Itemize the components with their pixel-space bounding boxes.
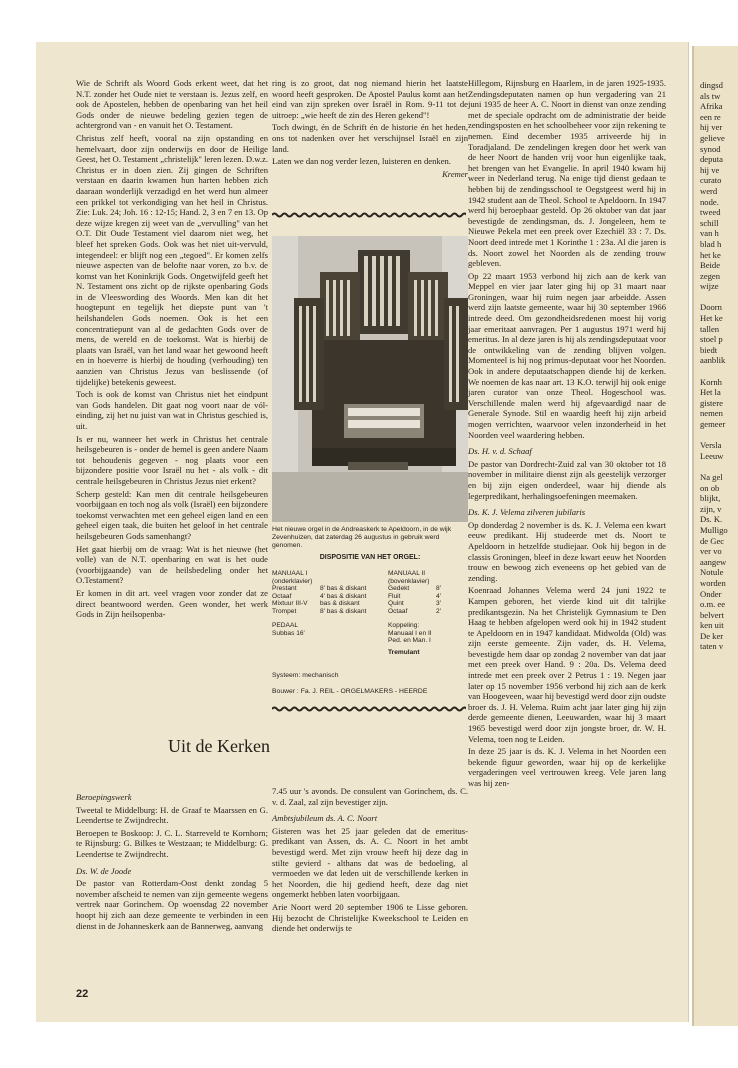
fragment-line: De ker bbox=[700, 630, 724, 641]
fragment-line bbox=[700, 366, 738, 377]
organ-builder: Bouwer : Fa. J. REIL - ORGELMAKERS - HEERDE bbox=[272, 688, 428, 695]
stop-row: Prestant 8' bas & diskant bbox=[272, 585, 367, 593]
paragraph: Tweetal te Middelburg: H. de Graaf te Maarssen en G. Leendertse te Zwijndrecht. bbox=[76, 804, 268, 826]
fragment-line: on ob bbox=[700, 482, 720, 493]
subheading: Beroepingswerk bbox=[76, 792, 132, 802]
fragment-line: belvert bbox=[700, 609, 724, 620]
fragment-line: Kornh bbox=[700, 376, 722, 387]
wavy-divider bbox=[272, 212, 466, 218]
stop-row: Trompet 8' bas & diskant bbox=[272, 607, 367, 615]
paragraph: Toch is ook de komst van Christus niet het eindpunt van Gods handelen. Dit gaat nog voort naar de vól-einding, zij het nu juist van wat in Christus geschied is, uit. bbox=[76, 389, 268, 431]
couplers bbox=[388, 622, 432, 656]
fragment-line: Notule bbox=[700, 567, 724, 578]
article-column-2 bbox=[272, 78, 468, 181]
manual-1-subtitle: (onderklavier) bbox=[272, 577, 313, 585]
paragraph: Laten we dan nog verder lezen, luisteren en denken. bbox=[272, 156, 451, 167]
fragment-line: worden bbox=[700, 577, 726, 588]
fragment-line: curato bbox=[700, 175, 722, 186]
fragment-line: Het ke bbox=[700, 313, 723, 324]
fragment-line: schill bbox=[700, 217, 719, 228]
fragment-line bbox=[700, 461, 738, 472]
fragment-line: gemeer bbox=[700, 419, 726, 429]
fragment-line: tallen bbox=[700, 323, 720, 334]
stop-row: Octaaf 4' bas & diskant bbox=[272, 592, 367, 600]
bottom-column-2 bbox=[272, 786, 468, 936]
fragment-line: Mulligo bbox=[700, 524, 728, 535]
fragment-line: zijn, v bbox=[700, 503, 722, 514]
fragment-line: Doorn bbox=[700, 302, 722, 313]
paragraph: Gisteren was het 25 jaar geleden dat de emeritus-predikant van Assen, ds. A. C. Noort in het ambt bevestigd werd. Met zijn vrouw heeft hij deze dag in stilte gevierd - althans dat was de bedoeling, al vermoeden we dat leden uit de verschillende kerken in het Noorden, die hij gediend heeft, deze dag niet ongemerkt hebben laten voorbijgaan. bbox=[272, 825, 468, 900]
paragraph: Het gaat hierbij om de vraag: Wat is het nieuwe (het volle) van de N.T. openbaring en wat is het oude (voorbijgaande) van de heilsbedeling onder het O.Testament? bbox=[76, 543, 268, 586]
fragment-line: blijkt, bbox=[700, 493, 721, 504]
pedal bbox=[272, 622, 305, 637]
fragment-line: werd bbox=[700, 185, 718, 196]
paragraph: 7.45 uur 's avonds. De consulent van Gorinchem, ds. C. v. d. Zaal, zal zijn bevestiger zijn. bbox=[272, 786, 468, 807]
system-type: Systeem: mechanisch bbox=[272, 672, 339, 679]
fragment-line bbox=[700, 430, 738, 441]
section-title: Uit de Kerken bbox=[168, 736, 270, 756]
fragment-line: dingsd bbox=[700, 80, 723, 90]
fragment-line: Leeuw bbox=[700, 450, 724, 461]
subheading: Ds. K. J. Velema zilveren jubilaris bbox=[468, 507, 586, 518]
fragment-line: Onder bbox=[700, 588, 722, 599]
fragment-line: deputa bbox=[700, 154, 723, 165]
fragment-line: Het la bbox=[700, 387, 721, 398]
subheading: Ambtsjubileum ds. A. C. Noort bbox=[272, 813, 378, 824]
paragraph: Wie de Schrift als Woord Gods erkent weet, dat het N.T. zonder het Oude niet te verstaan is. Jezus zelf, en ook de Apostelen, hebben de openbaring van het heil Gods onder de nieuwe bedeling gezien tegen de achtergrond van - en vanuit het O. Testament. bbox=[76, 78, 268, 131]
paragraph: Beroepen te Boskoop: J. C. L. Starreveld te Kornhorn; te Rijnsburg: G. Bilkes te Westzaan; te Middelburg: G. Leendertse te Zwijndrecht. bbox=[76, 827, 268, 859]
manual-2-title: MANUAAL II bbox=[388, 570, 426, 577]
paragraph: Arie Noort werd 20 september 1906 te Lisse geboren. Hij bezocht de Christelijke Kweekschool te Leiden en diende het onderwijs te bbox=[272, 901, 468, 934]
photo-caption: Het nieuwe orgel in de Andreaskerk te Apeldoorn, in de wijk Zevenhuizen, dat zaterdag 26 augustus in gebruik werd genomen. bbox=[272, 526, 452, 549]
stop-row: Mixtuur III-V bas & diskant bbox=[272, 600, 360, 608]
stop-row: Gedekt 8' bbox=[388, 585, 441, 593]
fragment-line: Na gel bbox=[700, 471, 723, 482]
fragment-line: Afrika bbox=[700, 101, 723, 112]
fragment-line: het ke bbox=[700, 249, 721, 260]
bottom-column-1 bbox=[76, 786, 268, 933]
fragment-line: taten v bbox=[700, 641, 724, 652]
organ-photo bbox=[272, 236, 468, 522]
disposition-title: DISPOSITIE VAN HET ORGEL: bbox=[319, 554, 421, 561]
paragraph: Koenraad Johannes Velema werd 24 juni 1922 te Kampen geboren, het vierde kind uit dit talrijke predikantsgezin. Na het Christelijk Gymnasium te Den Haag te hebben afgelopen werd ook hij in 1942 student te Apeldoorn en in 1947 kandidaat. Midwolda (Old) was zijn eerste gemeente. Zijn vader, ds. H. Velema, bevestigde hem daar op zondag 2 november van dat jaar met een preek over Hand. 9 : 20a. Ds. Velema deed intrede met een preek over 2 Petrus 1 : 19. Negen jaar later op 15 november 1956 verbond hij zich aan de kerk van Hoogeveen, waar hij bevestigd werd door zijn oudste broer ds. J. H. Velema. Ruim acht jaar later ging hij zijn derde gemeente dienen, Leeuwarden, waar hij 3 maart 1965 bevestigd werd door zijn jongste broer, dr. W. H. Velema, toen nog te Leiden. bbox=[468, 585, 666, 744]
paragraph: Op donderdag 2 november is ds. K. J. Velema een kwart eeuw predikant. Hij studeerde met ds. Noort te Apeldoorn in hetzelfde studiejaar. Ook hij begon in de classis Groningen, bleef in deze kwart eeuw het Noorden trouw en bewoog zich eveneens op het gebied van de zending. bbox=[468, 519, 666, 583]
fragment-line: Versla bbox=[700, 440, 722, 451]
fragment-line: aanblik bbox=[700, 355, 726, 366]
paragraph: In deze 25 jaar is ds. K. J. Velema in het Noorden een bekende figuur geworden, waar hij op de kerkelijke vergaderingen veel vertrouwen kreeg. Vele jaren lang was hij zen- bbox=[468, 746, 666, 788]
next-page-text-fragments bbox=[700, 80, 738, 652]
pedal-stop: Subbas 16' bbox=[272, 629, 305, 637]
fragment-line: nemen bbox=[700, 408, 723, 419]
article-column-1 bbox=[76, 78, 268, 622]
manual-1-title: MANUAAL I bbox=[272, 570, 308, 577]
fragment-line: synod bbox=[700, 143, 721, 154]
stop-row: Octaaf 2' bbox=[388, 607, 441, 615]
paragraph: Is er nu, wanneer het werk in Christus het centrale heilsgebeuren is - onder de hemel is geen andere Naam tot behoudenis gegeven - nog plaats voor een bijzondere positie voor Israël nu het - als volk - dit centrale heilsgebeuren in Christus Jezus niet erkent? bbox=[76, 433, 268, 486]
fragment-line: de Gec bbox=[700, 535, 725, 546]
manual-2 bbox=[388, 570, 441, 616]
subheading: Ds. H. v. d. Schaaf bbox=[468, 446, 532, 457]
magazine-page bbox=[36, 42, 689, 1022]
fragment-line: gelieve bbox=[700, 132, 725, 143]
fragment-line: zegen bbox=[700, 270, 721, 281]
fragment-line bbox=[700, 292, 738, 303]
paragraph: Scherp gesteld: Kan men dit centrale heilsgebeuren voorbijgaan en toch nog als volk (Israël) een bijzondere toekomst verwachten met een geheel eigen land en een geheel eigen taak, die buiten het geloof in het centrale heilsgebeuren Gods samenhangt? bbox=[76, 488, 268, 541]
fragment-line: wijze bbox=[700, 281, 719, 292]
fragment-line: Beide bbox=[700, 260, 721, 271]
paragraph: Hillegom, Rijnsburg en Haarlem, in de jaren 1925-1935. Zendingsdeputaten namen op hun vergadering van 21 juni 1935 de heer A. C. Noort in dienst van onze zending met de speciale opdracht om de administratie der beide zendingsposten en het schoolbeheer voor zijn rekening te nemen. Eind december 1935 arriveerde hij in Toradjaland. De zendelingen kregen door het werk van de heer Noort de handen vrij voor hun eigenlijke taak, het brengen van het Evangelie. In april 1940 kwam hij weer in Nederland terug. Na enige tijd dienst gedaan te hebben bij de zendingsschool te Oegstgeest werd hij in 1942 student aan de Theol. School te Apeldoorn. In 1947 werd hij beroepbaar gesteld. Op 26 oktober van dat jaar bevestigde de zendingsman, ds. J. Jongeleen, hem te Nieuwe Pekela met een preek over Ezechiël 33 : 7. Ds. Noort deed intrede met 1 Korinthe 1 : 23a. Al die jaren is ds. Noort zowel het Noorden als de zending trouw gebleven. bbox=[468, 78, 666, 269]
paragraph: ring is zo groot, dat nog niemand hierin het laatste woord heeft gesproken. De Apostel Paulus komt aan het eind van zijn spreken over Israël in Rom. 9-11 tot de uitroep: „wie heeft de zin des Heren gekend"! bbox=[272, 78, 468, 120]
page-number: 22 bbox=[76, 988, 89, 1000]
fragment-line: aangew bbox=[700, 556, 727, 567]
fragment-line: tweed bbox=[700, 207, 721, 218]
author-signature: Kremer bbox=[442, 168, 468, 179]
fragment-line: ken uit bbox=[700, 620, 724, 631]
coupler-item: Manuaal I en II bbox=[388, 629, 432, 637]
tremulant: Tremulant bbox=[388, 648, 420, 656]
stop-row: Fluit 4' bbox=[388, 592, 441, 600]
fragment-line: blad h bbox=[700, 238, 722, 249]
next-page-edge bbox=[692, 46, 738, 1026]
fragment-line: een re bbox=[700, 111, 721, 122]
fragment-line: o.m. ee bbox=[700, 599, 726, 610]
article-column-3 bbox=[468, 78, 666, 791]
fragment-line: hij ve bbox=[700, 164, 720, 175]
stop-row: Quint 3' bbox=[388, 600, 441, 608]
paragraph: De pastor van Rotterdam-Oost denkt zondag 5 november afscheid te nemen van zijn gemeente wegens vertrek naar Gorinchem. Op woensdag 22 november hoopt hij zich aan deze gemeente te verbinden in een dienst in de Johanneskerk aan de Bannerweg, aanvang bbox=[76, 878, 268, 931]
manual-2-subtitle: (bovenklavier) bbox=[388, 577, 430, 585]
fragment-line: Ds. K. bbox=[700, 514, 723, 525]
paragraph: Christus zelf heeft, vooral na zijn opstanding en hemelvaart, door zijn onderwijs en door de Heilige Geest, het O. Testament „christelijk" leren lezen. D.w.z. Christus er in doen zien. Zij gingen de Schriften verstaan en daarin kwamen hun harten hebben zich daaraan wonderlijk verzadigd en het werd hun almeer een prikkel tot verkondiging van het heil in Christus. Zie: Luk. 24; Joh. 16 : 12-15; Hand. 2, 3 en 7 en 13. Op deze wijze kregen zij weet van de „vervulling" van het O.T. Dit Oude Testament viel daarom niet weg, het bleef het spreken Gods. Ook was het niet uit-vervuld, integendeel: er blijft nog een „tegoed". Er komen zelfs nieuwe aspecten van de belofte naar voren, zo b.v. de komst van het Koninkrijk Gods. Ongetwijfeld geeft het N. Testament ons zicht op de rijkste openbaring Gods in de Vleeswording des Woords. Men kan dit het hoogtepunt en tegelijk het diepste punt van 't heilshandelen Gods noemen. Ook is het een concentratiepunt van al de gedachten Gods over de mens, de wereld en de toekomst. Wat is hierbij de plaats van Israël, van het land waar het gewoond heeft en in hoeverre is hierbij de houding (verhouding) ten aanzien van Christus Jezus van beslissende (of tijdelijke) betekenis geweest. bbox=[76, 132, 268, 387]
fragment-line: biedt bbox=[700, 344, 718, 355]
paragraph: De pastor van Dordrecht-Zuid zal van 30 oktober tot 18 november in militaire dienst zijn als geestelijk verzorger en bij zijn eigen onderdeel, waar hij diende als legerpredikant, herhalingsoefeningen meemaken. bbox=[468, 458, 666, 501]
fragment-line: gistere bbox=[700, 397, 723, 408]
fragment-line: als tw bbox=[700, 90, 721, 101]
fragment-line: hij ver bbox=[700, 122, 723, 133]
fragment-line: van h bbox=[700, 228, 719, 239]
fragment-line: node. bbox=[700, 196, 719, 207]
fragment-line: stoel p bbox=[700, 334, 723, 345]
manual-1 bbox=[272, 570, 366, 616]
paragraph: Op 22 maart 1953 verbond hij zich aan de kerk van Meppel en vier jaar later ging hij op 31 maart naar Groningen, waar hij ruim negen jaar arbeidde. Assen werd zijn laatste gemeente, waar hij 30 september 1966 intrede deed. Om gezondheidsredenen moest hij vorig jaar emeritaat aanvragen. Per 1 augustus 1971 werd hij emeritus. In al deze jaren is hij als zendingsdeputaat voor de ontwikkeling van de zending blijven volgen. Momenteel is hij nog primus-deputaat voor het Noorden. Ook in andere deputaatschappen diende hij de kerken. We noemen de kas naar art. 13 K.O. terwijl hij ook enige jaren curator van onze Theol. Hogeschool was. Verschillende malen werd hij afgevaardigd naar de Generale Synode. Stil en waardig heeft hij zijn arbeid mogen verrichten, waarvoor velen inzonderheid in het Noorden veel waardering hebben. bbox=[468, 270, 666, 440]
pedal-title: PEDAAL bbox=[272, 622, 299, 629]
paragraph: Toch dwingt, én de Schrift én de historie én het heden, ons tot nadenken over het verschijnsel Israël en zijn land. bbox=[272, 122, 468, 154]
fragment-line: ver vo bbox=[700, 546, 722, 557]
coupler-item: Ped. en Man. I bbox=[388, 637, 431, 645]
subheading: Ds. W. de Joode bbox=[76, 865, 132, 876]
paragraph: Er komen in dit art. veel vragen voor zonder dat ze direct beantwoord werden. Geen wonder, het werk Gods in Zijn heilsopenba- bbox=[76, 587, 268, 620]
wavy-divider bbox=[272, 706, 466, 712]
coupler-title: Koppeling: bbox=[388, 622, 420, 629]
